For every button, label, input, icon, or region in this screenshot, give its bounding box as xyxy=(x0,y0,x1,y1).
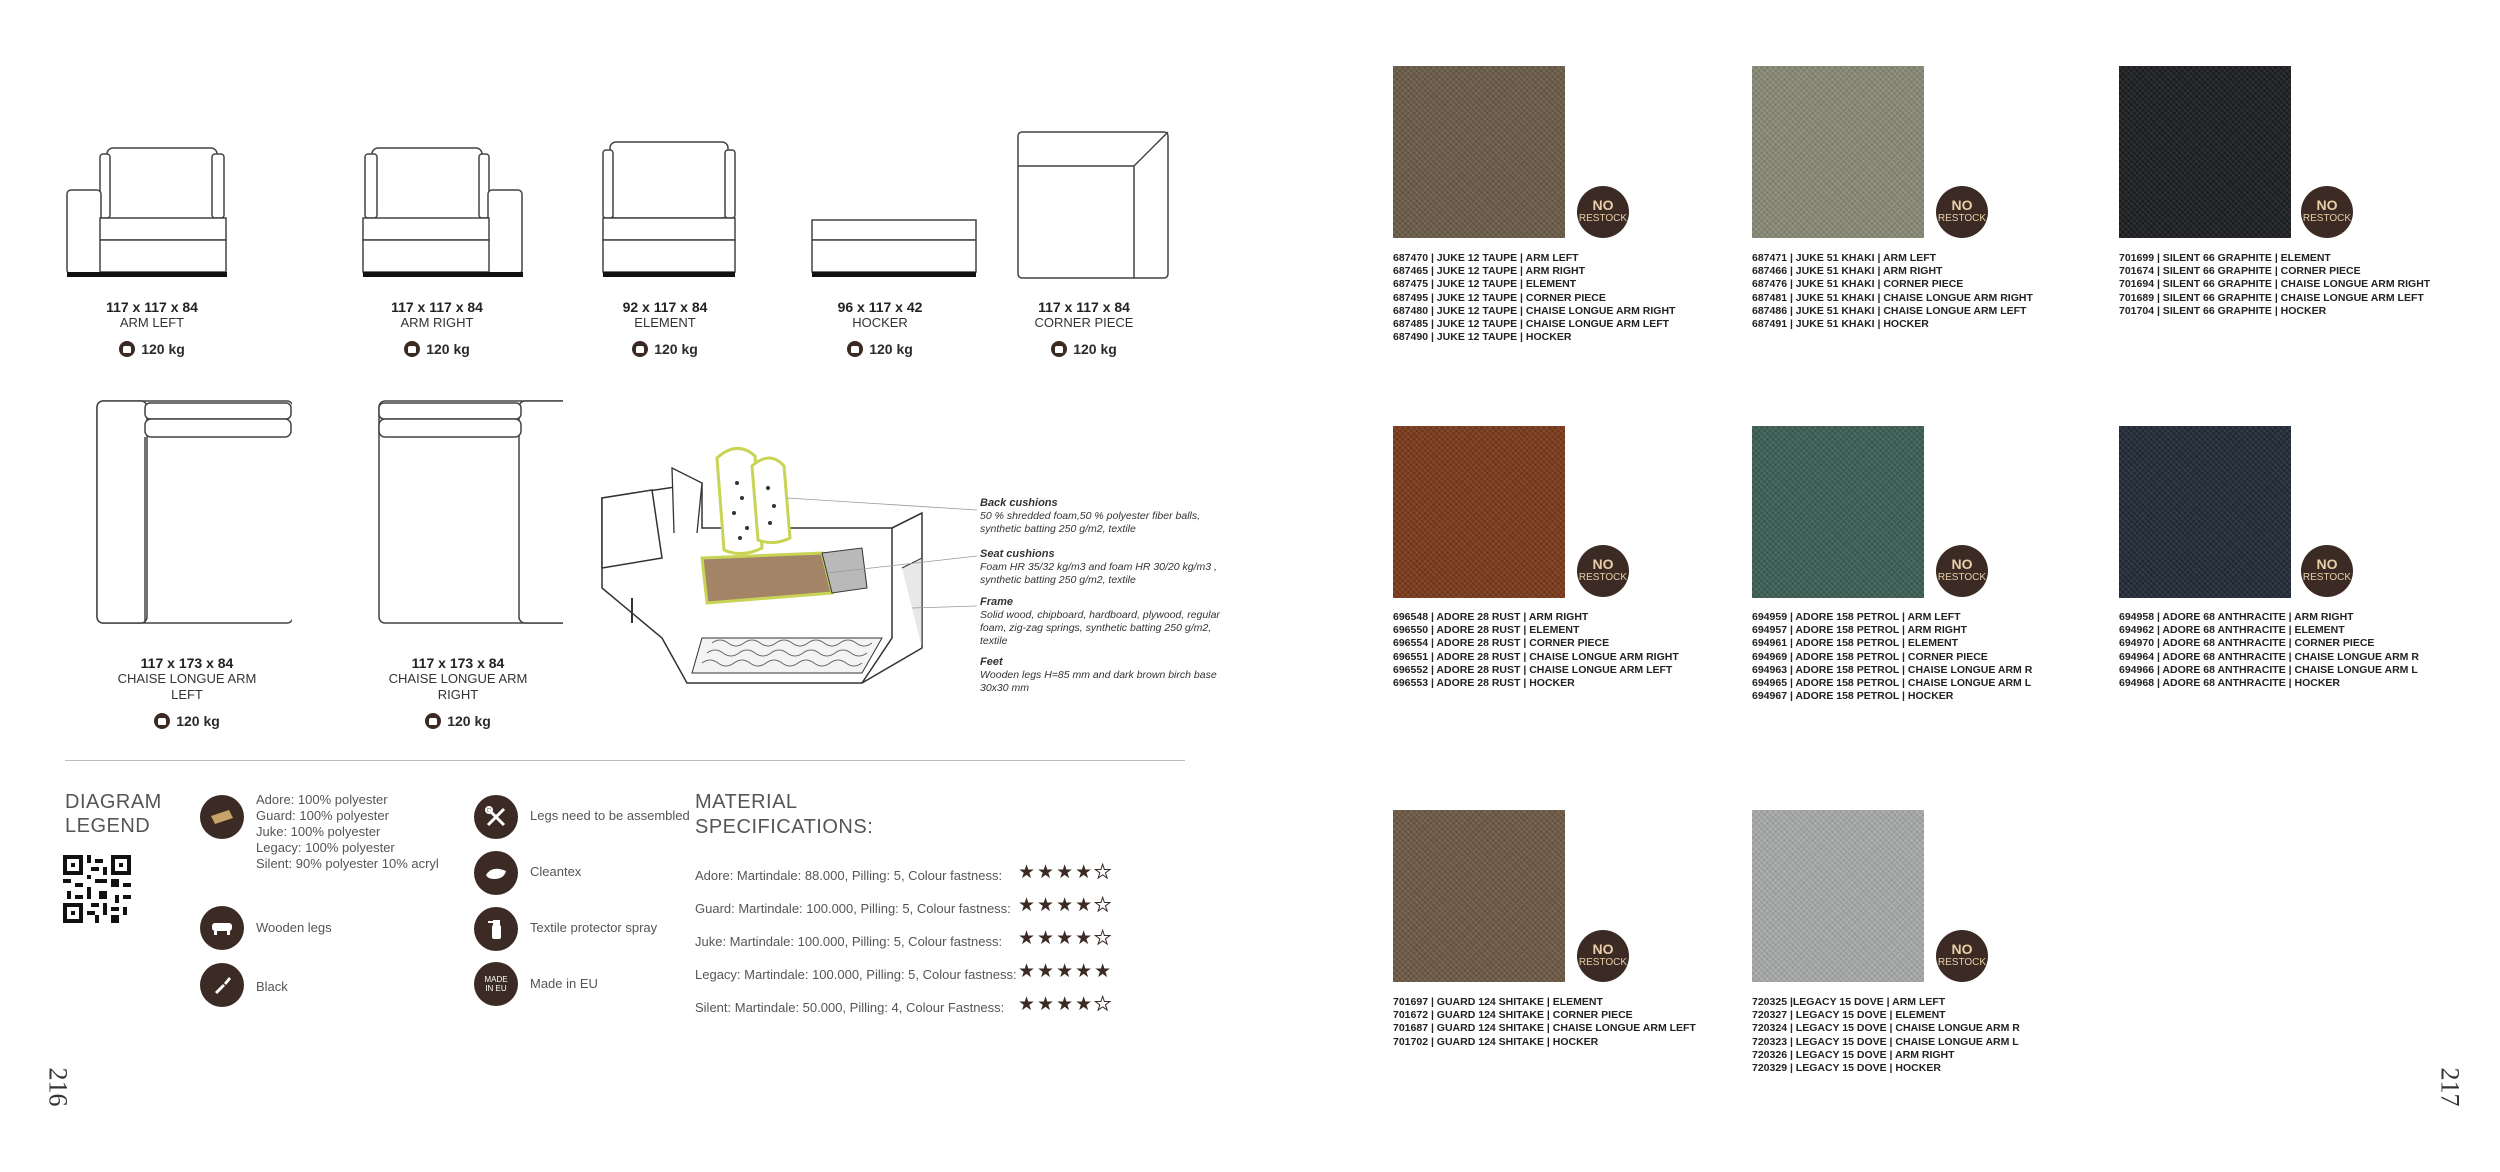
module-dims: 117 x 117 x 84 xyxy=(106,299,198,315)
annotation-text: 50 % shredded foam,50 % polyester fiber balls, synthetic batting 250 g/m2, textile xyxy=(980,510,1201,535)
swatch-adore-28-rust xyxy=(1393,426,1565,598)
star-rating: ★★★★★ xyxy=(1018,862,1114,883)
module-dims: 117 x 173 x 84 xyxy=(411,655,505,671)
made-in-eu-label: Made in EU xyxy=(530,976,598,991)
module-weight: 120 kg xyxy=(550,341,780,357)
annotation-title: Back cushions xyxy=(980,497,1058,509)
wooden-legs-icon xyxy=(200,906,244,950)
module-name: ELEMENT xyxy=(634,315,696,330)
page-number-right: 217 xyxy=(2435,1067,2465,1107)
module-dims: 96 x 117 x 42 xyxy=(837,299,923,315)
fabric-icon xyxy=(200,795,244,839)
module-chaise-longue-left xyxy=(72,397,302,729)
annotation-text: Foam HR 35/32 kg/m3 and foam HR 30/20 kg/m3 , synthetic batting 250 g/m2, textile xyxy=(980,561,1217,586)
star-rating: ★★★★★ xyxy=(1018,895,1114,916)
module-element xyxy=(550,140,780,357)
material-specifications-title: MATERIAL SPECIFICATIONS: xyxy=(695,791,874,838)
weight-icon xyxy=(119,341,135,357)
spec-row-silent: Silent: Martindale: 50.000, Pilling: 4, Colour Fastness: xyxy=(695,1000,1005,1015)
annotation-title: Frame xyxy=(980,596,1014,608)
swatch-guard-124-shitake xyxy=(1393,810,1565,982)
module-arm-right xyxy=(322,140,552,357)
annotation-text: Wooden legs H=85 mm and dark brown birch base 30x30 mm xyxy=(980,669,1217,694)
swatch-juke-51-khaki xyxy=(1752,66,1924,238)
swatch-silent-66-graphite xyxy=(2119,66,2291,238)
page-number-left: 216 xyxy=(43,1067,73,1107)
paint-brush-icon xyxy=(200,963,244,1007)
module-name: HOCKER xyxy=(852,315,908,330)
codes-adore-28-rust: 696548 | ADORE 28 RUST | ARM RIGHT 696550 | ADORE 28 RUST | ELEMENT 696554 | ADORE 28 RUST | CORNER PIECE 696551 | ADORE 28 RUST | CHAISE LONGUE ARM RIGHT 696552 | ADORE 28 RUST | CHAISE LONGUE ARM LEFT 696553 | ADORE 28 RUST | HOCKER xyxy=(1393,611,1679,690)
swatch-adore-158-petrol xyxy=(1752,426,1924,598)
wooden-legs-label: Wooden legs xyxy=(256,920,332,935)
corner-piece-drawing xyxy=(984,126,1184,285)
cleantex-label: Cleantex xyxy=(530,864,582,879)
annotation-seat-cushions xyxy=(980,548,1220,587)
codes-juke-12-taupe: 687470 | JUKE 12 TAUPE | ARM LEFT 687465 | JUKE 12 TAUPE | ARM RIGHT 687475 | JUKE 12 TAUPE | ELEMENT 687495 | JUKE 12 TAUPE | CORNER PIECE 687480 | JUKE 12 TAUPE | CHAISE LONGUE ARM RIGHT 687485 | JUKE 12 TAUPE | CHAISE LONGUE ARM LEFT 687490 | JUKE 12 TAUPE | HOCKER xyxy=(1393,252,1676,344)
module-name: ARM LEFT xyxy=(119,315,185,330)
codes-guard-124-shitake: 701697 | GUARD 124 SHITAKE | ELEMENT 701672 | GUARD 124 SHITAKE | CORNER PIECE 701687 | GUARD 124 SHITAKE | CHAISE LONGUE ARM LEFT 701702 | GUARD 124 SHITAKE | HOCKER xyxy=(1393,996,1696,1048)
annotation-title: Feet xyxy=(980,656,1003,668)
weight-icon xyxy=(1051,341,1067,357)
star-rating: ★★★★★ xyxy=(1018,961,1114,982)
annotation-frame xyxy=(980,596,1220,648)
module-weight: 120 kg xyxy=(37,341,267,357)
swatch-juke-12-taupe xyxy=(1393,66,1565,238)
arm-right-drawing xyxy=(337,140,537,285)
module-corner-piece xyxy=(969,126,1199,357)
assembly-label: Legs need to be assembled xyxy=(530,808,690,823)
swatch-adore-68-anthracite xyxy=(2119,426,2291,598)
swatch-legacy-15-dove xyxy=(1752,810,1924,982)
weight-icon xyxy=(404,341,420,357)
module-chaise-longue-right xyxy=(343,397,573,729)
no-restock-badge: NO RESTOCK xyxy=(1577,930,1629,982)
black-label: Black xyxy=(256,979,288,994)
no-restock-badge: NO RESTOCK xyxy=(2301,545,2353,597)
module-weight: 120 kg xyxy=(343,713,573,729)
no-restock-badge: NO RESTOCK xyxy=(1577,186,1629,238)
star-rating: ★★★★★ xyxy=(1018,928,1114,949)
weight-icon xyxy=(847,341,863,357)
codes-adore-68-anthracite: 694958 | ADORE 68 ANTHRACITE | ARM RIGHT 694962 | ADORE 68 ANTHRACITE | ELEMENT 694970 | ADORE 68 ANTHRACITE | CORNER PIECE 694964 | ADORE 68 ANTHRACITE | CHAISE LONGUE ARM R 694966 | ADORE 68 ANTHRACITE | CHAISE LONGUE ARM L 694968 | ADORE 68 ANTHRACITE | HOCKER xyxy=(2119,611,2419,690)
cleantex-icon xyxy=(474,851,518,895)
spray-label: Textile protector spray xyxy=(530,920,658,935)
no-restock-badge: NO RESTOCK xyxy=(1936,545,1988,597)
assembly-tools-icon xyxy=(474,795,518,839)
module-dims: 117 x 173 x 84 xyxy=(140,655,234,671)
module-arm-left xyxy=(37,140,267,357)
module-name: CORNER PIECE xyxy=(1034,315,1134,330)
chaise-right-drawing xyxy=(353,397,563,629)
annotation-back-cushions xyxy=(980,497,1220,536)
annotation-feet xyxy=(980,656,1220,695)
annotation-title: Seat cushions xyxy=(980,548,1055,560)
spec-row-guard: Guard: Martindale: 100.000, Pilling: 5, Colour fastness: xyxy=(695,901,1011,916)
diagram-legend-title: DIAGRAM LEGEND xyxy=(65,791,162,837)
section-divider xyxy=(65,760,1185,761)
no-restock-badge: NO RESTOCK xyxy=(2301,186,2353,238)
weight-icon xyxy=(632,341,648,357)
no-restock-badge: NO RESTOCK xyxy=(1577,545,1629,597)
no-restock-badge: NO RESTOCK xyxy=(1936,186,1988,238)
module-dims: 117 x 117 x 84 xyxy=(391,299,483,315)
chaise-left-drawing xyxy=(82,397,292,629)
module-weight: 120 kg xyxy=(765,341,995,357)
star-rating: ★★★★★ xyxy=(1018,994,1114,1015)
spec-row-juke: Juke: Martindale: 100.000, Pilling: 5, Colour fastness: xyxy=(695,934,1003,949)
module-name: CHAISE LONGUE ARM LEFT xyxy=(117,671,257,702)
codes-adore-158-petrol: 694959 | ADORE 158 PETROL | ARM LEFT 694957 | ADORE 158 PETROL | ARM RIGHT 694961 | ADORE 158 PETROL | ELEMENT 694969 | ADORE 158 PETROL | CORNER PIECE 694963 | ADORE 158 PETROL | CHAISE LONGUE ARM R 694965 | ADORE 158 PETROL | CHAISE LONGUE ARM L 694967 | ADORE 158 PETROL | HOCKER xyxy=(1752,611,2033,703)
module-weight: 120 kg xyxy=(72,713,302,729)
made-in-eu-icon: MADE IN EU xyxy=(474,962,518,1006)
module-name: CHAISE LONGUE ARM RIGHT xyxy=(388,671,528,702)
codes-legacy-15-dove: 720325 |LEGACY 15 DOVE | ARM LEFT 720327 | LEGACY 15 DOVE | ELEMENT 720324 | LEGACY 15 DOVE | CHAISE LONGUE ARM R 720323 | LEGACY 15 DOVE | CHAISE LONGUE ARM L 720326 | LEGACY 15 DOVE | ARM RIGHT 720329 | LEGACY 15 DOVE | HOCKER xyxy=(1752,996,2020,1075)
module-dims: 117 x 117 x 84 xyxy=(1038,299,1130,315)
module-weight: 120 kg xyxy=(322,341,552,357)
module-name: ARM RIGHT xyxy=(400,315,474,330)
hocker-drawing xyxy=(780,140,980,285)
weight-icon xyxy=(154,713,170,729)
module-dims: 92 x 117 x 84 xyxy=(622,299,708,315)
construction-cutaway-diagram xyxy=(592,438,982,698)
qr-code-icon xyxy=(63,855,131,923)
element-drawing xyxy=(565,140,765,285)
spec-row-legacy: Legacy: Martindale: 100.000, Pilling: 5, Colour fastness: xyxy=(695,967,1017,982)
arm-left-drawing xyxy=(52,140,252,285)
fabric-composition: Adore: 100% polyester Guard: 100% polyester Juke: 100% polyester Legacy: 100% polyester Silent: 90% polyester 10% acryl xyxy=(256,792,439,871)
annotation-text: Solid wood, chipboard, hardboard, plywood, regular foam, zig-zag springs, synthetic batting 250 g/m2, textile xyxy=(980,609,1220,647)
codes-juke-51-khaki: 687471 | JUKE 51 KHAKI | ARM LEFT 687466 | JUKE 51 KHAKI | ARM RIGHT 687476 | JUKE 51 KHAKI | CORNER PIECE 687481 | JUKE 51 KHAKI | CHAISE LONGUE ARM RIGHT 687486 | JUKE 51 KHAKI | CHAISE LONGUE ARM LEFT 687491 | JUKE 51 KHAKI | HOCKER xyxy=(1752,252,2033,331)
module-weight: 120 kg xyxy=(969,341,1199,357)
weight-icon xyxy=(425,713,441,729)
spec-row-adore: Adore: Martindale: 88.000, Pilling: 5, Colour fastness: xyxy=(695,868,1003,883)
spray-bottle-icon xyxy=(474,907,518,951)
codes-silent-66-graphite: 701699 | SILENT 66 GRAPHITE | ELEMENT 701674 | SILENT 66 GRAPHITE | CORNER PIECE 701694 | SILENT 66 GRAPHITE | CHAISE LONGUE ARM RIGHT 701689 | SILENT 66 GRAPHITE | CHAISE LONGUE ARM LEFT 701704 | SILENT 66 GRAPHITE | HOCKER xyxy=(2119,252,2431,317)
module-hocker xyxy=(765,140,995,357)
no-restock-badge: NO RESTOCK xyxy=(1936,930,1988,982)
